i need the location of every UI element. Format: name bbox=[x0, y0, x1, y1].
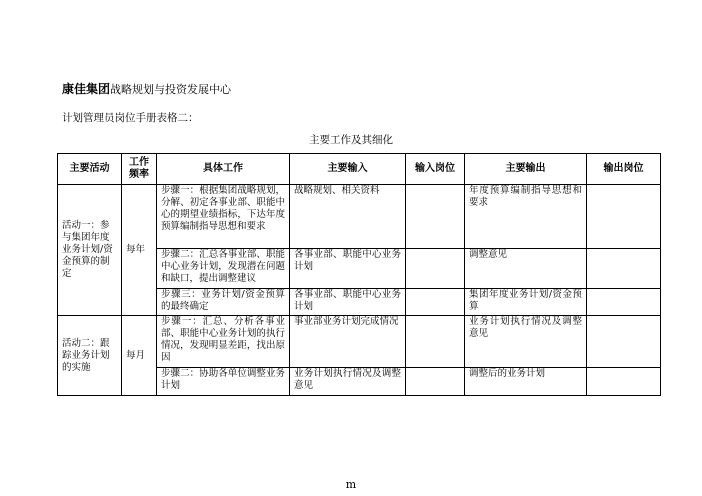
output-cell: 业务计划执行情况及调整意见 bbox=[465, 316, 587, 368]
output-cell: 集团年度业务计划/资金预算 bbox=[465, 289, 587, 316]
form-subtitle: 计划管理员岗位手册表格二： bbox=[62, 112, 199, 124]
output-post-cell bbox=[587, 316, 661, 368]
document-header bbox=[62, 82, 231, 97]
table-header-row bbox=[58, 154, 661, 185]
input-cell: 各事业部、职能中心业务计划 bbox=[290, 249, 406, 289]
work-cell: 步骤三：业务计划/资金预算的最终确定 bbox=[157, 289, 290, 316]
input-post-cell bbox=[406, 289, 465, 316]
input-cell: 业务计划执行情况及调整意见 bbox=[290, 368, 406, 396]
work-cell: 步骤一：根据集团战略规划，分解、初定各事业部、职能中心的期望业绩指标，下达年度预算编制指导思想和要求 bbox=[157, 185, 290, 249]
col-header-frequency: 工作频率 bbox=[122, 154, 157, 185]
work-detail-table bbox=[57, 153, 661, 396]
col-header-output: 主要输出 bbox=[465, 154, 587, 185]
company-name: 康佳集团 bbox=[62, 82, 111, 96]
input-post-cell bbox=[406, 185, 465, 249]
output-post-cell bbox=[587, 185, 661, 249]
output-cell: 调整后的业务计划 bbox=[465, 368, 587, 396]
input-post-cell bbox=[406, 316, 465, 368]
page-number: m bbox=[345, 478, 357, 491]
frequency-cell: 每年 bbox=[122, 185, 157, 316]
table-row bbox=[58, 185, 661, 249]
output-post-cell bbox=[587, 249, 661, 289]
col-header-input: 主要输入 bbox=[290, 154, 406, 185]
work-cell: 步骤二：汇总各事业部、职能中心业务计划，发现潜在问题和缺口，提出调整建议 bbox=[157, 249, 290, 289]
activity-cell: 活动二：跟踪业务计划的实施 bbox=[58, 316, 122, 396]
table-row bbox=[58, 316, 661, 368]
activity-cell: 活动一：参与集团年度业务计划/资金预算的制定 bbox=[58, 185, 122, 316]
work-cell: 步骤二：协助各单位调整业务计划 bbox=[157, 368, 290, 396]
input-cell: 各事业部、职能中心业务计划 bbox=[290, 289, 406, 316]
col-header-output-post: 输出岗位 bbox=[587, 154, 661, 185]
input-post-cell bbox=[406, 368, 465, 396]
col-header-input-post: 输入岗位 bbox=[406, 154, 465, 185]
input-cell: 战略规划、相关资料 bbox=[290, 185, 406, 249]
col-header-activity: 主要活动 bbox=[58, 154, 122, 185]
department-name: 战略规划与投资发展中心 bbox=[110, 83, 232, 96]
output-cell: 年度预算编制指导思想和要求 bbox=[465, 185, 587, 249]
frequency-cell: 每月 bbox=[122, 316, 157, 396]
output-cell: 调整意见 bbox=[465, 249, 587, 289]
table-title: 主要工作及其细化 bbox=[309, 134, 393, 146]
output-post-cell bbox=[587, 289, 661, 316]
col-header-work: 具体工作 bbox=[157, 154, 290, 185]
input-cell: 事业部业务计划完成情况 bbox=[290, 316, 406, 368]
input-post-cell bbox=[406, 249, 465, 289]
output-post-cell bbox=[587, 368, 661, 396]
work-cell: 步骤一：汇总、分析各事业部、职能中心业务计划的执行情况，发现明显差距，找出原因 bbox=[157, 316, 290, 368]
